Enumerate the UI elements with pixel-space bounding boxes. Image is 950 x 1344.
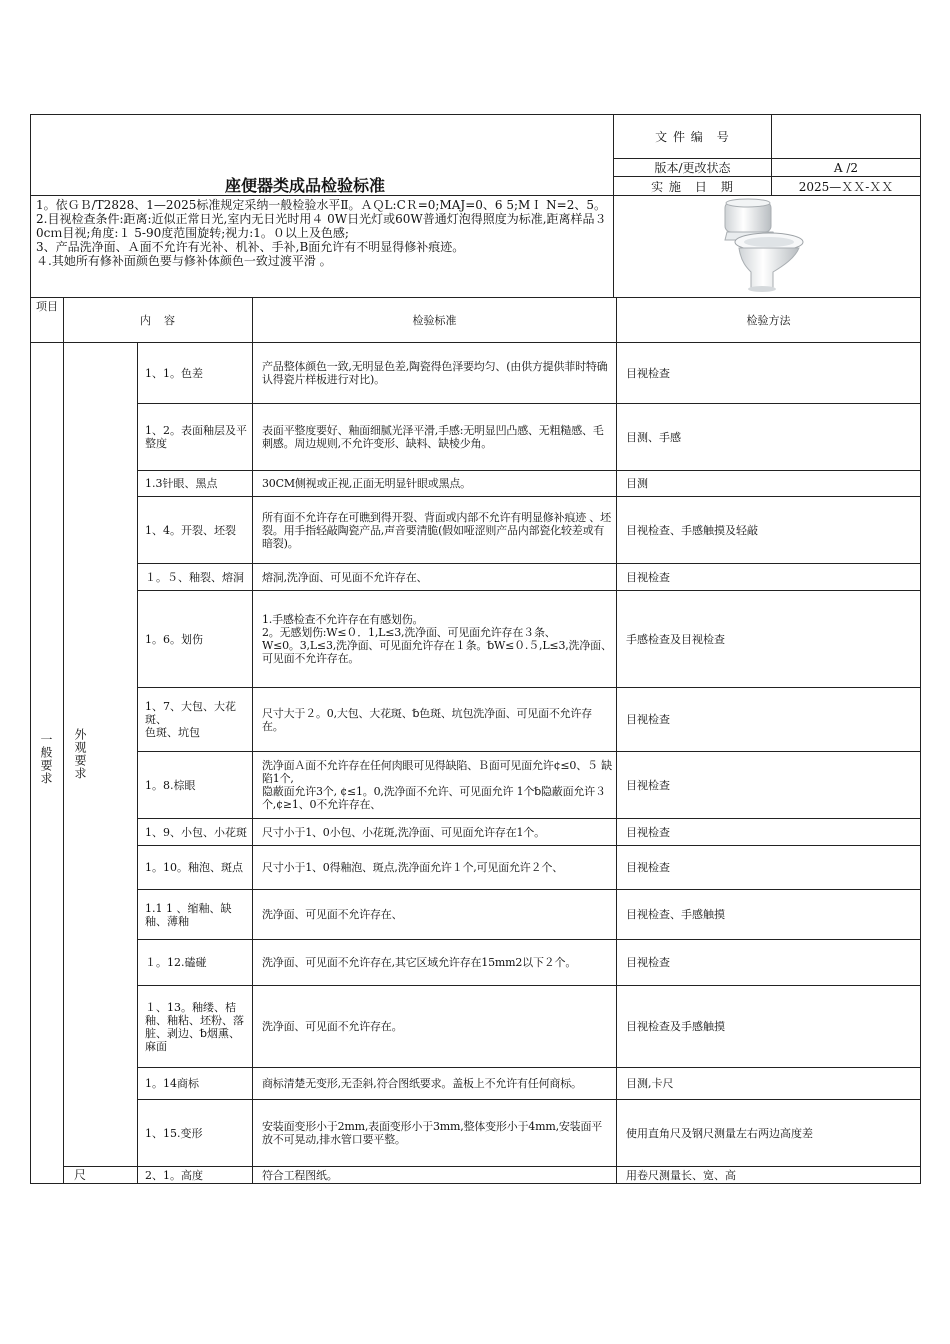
row-standard: 尺寸小于1、0得釉泡、斑点,洗净面允许１个,可见面允许２个、 [262, 861, 563, 874]
row-method: 目测、手感 [626, 430, 681, 444]
row-method: 目视检查及手感触摸 [626, 1020, 725, 1033]
row-item-name: 1、15.变形 [145, 1126, 203, 1140]
row-method: 目测 [626, 477, 648, 490]
row-standard: 安装面变形小于2mm,表面变形小于3mm,整体变形小于4mm,安装面平放不可晃动,排水管口要平整。 [262, 1120, 603, 1146]
row-standard: 洗净面、可见面不允许存在,其它区域允许存在15mm2以下２个。 [262, 956, 577, 969]
row-method: 目视检查、手感触摸 [626, 908, 725, 921]
group-general-requirements: 一般要求 [39, 733, 53, 785]
column-header-standard: 检验标准 [412, 314, 457, 327]
row-method: 目视检查 [626, 825, 670, 839]
version-value: A /2 [833, 160, 859, 175]
row-method: 目视检查 [626, 778, 670, 792]
row-method: 手感检查及目视检查 [626, 632, 725, 646]
row-item-name: １、13。釉缕、桔釉、釉粘、坯粉、落脏、剥边、␢烟熏、麻面 [145, 1000, 244, 1053]
row-standard: 尺寸大于２。0,大包、大花斑、␢色斑、坑包洗净面、可见面不允许存在。 [262, 706, 593, 733]
row-method: 目视检查 [626, 956, 670, 969]
row-item-name: 1。14商标 [145, 1077, 199, 1090]
version-label: 版本/更改状态 [654, 161, 731, 175]
row-item-name: 1。8.棕眼 [145, 778, 196, 792]
toilet-product-image [713, 196, 809, 296]
row-item-name: 2、1。高度 [145, 1168, 203, 1182]
intro-text [36, 198, 608, 268]
group-size-requirements: 尺 [74, 1168, 87, 1182]
intro-line-4: ４.其她所有修补面颜色要与修补体颜色一致过渡平滑 。 [36, 254, 332, 268]
row-method: 目视检查 [626, 366, 670, 380]
row-standard: 1.手感检查不允许存在有感划伤。 2。无感划伤:W≤０．1,L≤3,洗净面、可见面允许存在３条、 W≤0。3,L≤3,洗净面、可见面允许存在１条。␢W≤０.５,L≤3,洗净面、可见面不允许存在。 [262, 613, 612, 665]
group-appearance-requirements: 外观要求 [73, 728, 87, 780]
row-standard: 所有面不允许存在可瞧到得开裂、背面或内部不允许有明显修补痕迹 、坯裂。用手指轻敲陶瓷产品,声音要清脆(假如哑涩则产品内部瓷化较差或有暗裂)。 [262, 510, 611, 550]
column-header-content: 内 容 [140, 314, 176, 327]
row-method: 用卷尺测量长、宽、高 [626, 1168, 736, 1182]
row-method: 目视检查、手感触摸及轻敲 [626, 523, 758, 537]
row-item-name: １。５、釉裂、熔洞 [145, 570, 244, 584]
row-standard: 尺寸小于1、0小包、小花斑,洗净面、可见面允许存在1个。 [262, 825, 545, 839]
row-standard: 30CM侧视或正视,正面无明显针眼或黑点。 [262, 477, 471, 490]
page-title: 座便器类成品检验标准 [225, 176, 386, 195]
file-number-value [772, 115, 920, 158]
row-item-name: 1。10。釉泡、斑点 [145, 861, 243, 874]
column-header-method: 检验方法 [746, 314, 791, 327]
row-standard: 符合工程图纸。 [262, 1168, 338, 1182]
row-method: 使用直角尺及钢尺测量左右两边高度差 [626, 1126, 813, 1140]
row-item-name: 1。6。划伤 [145, 632, 203, 646]
file-number-label: 文 件 编 号 [655, 130, 730, 144]
row-item-name: 1、9、小包、小花斑 [145, 825, 247, 839]
row-standard: 洗净面Ａ面不允许存在任何肉眼可见得缺陷、Ｂ面可见面允许¢≤0、５ 缺陷1个, 隐蔽面允许3个, ¢≤1。0,洗净面不允许、可见面允许 1个␢隐蔽面允许３个,¢≥1、0不允许存在、 [262, 759, 612, 811]
row-standard: 洗净面、可见面不允许存在、 [262, 908, 403, 921]
row-method: 目视检查 [626, 861, 670, 874]
effective-date-value: 2025—ＸＸ-ＸＸ [798, 179, 894, 194]
row-standard: 商标清楚无变形,无歪斜,符合图纸要求。盖板上不允许有任何商标。 [262, 1077, 582, 1090]
row-item-name: 1、7、大包、大花斑、 色斑、坑包 [145, 700, 236, 739]
row-method: 目视检查 [626, 713, 670, 726]
row-standard: 洗净面、可见面不允许存在。 [262, 1020, 403, 1033]
row-item-name: 1、4。开裂、坯裂 [145, 523, 236, 537]
row-method: 目视检查 [626, 570, 670, 584]
effective-date-label: 实 施 日 期 [651, 179, 734, 194]
intro-line-2: 2.目视检查条件:距离:近似正常日光,室内无日光时用４ 0W日光灯或60W普通灯泡得照度为标准,距离样品３ 0cｍ目视;角度:１ 5-90度范围旋转;视力:1。０以上及色感; [36, 212, 607, 240]
row-item-name: 1.1 1 、缩釉、缺釉、薄釉 [145, 901, 232, 928]
row-method: 目测,卡尺 [626, 1077, 674, 1090]
intro-line-3: 3、产品洗净面、Ａ面不允许有光补、机补、手补,B面允许有不明显得修补痕迹。 [36, 240, 465, 254]
row-item-name: １。12.磕碰 [145, 956, 207, 969]
row-standard: 表面平整度要好、釉面细腻光泽平滑,手感:无明显凹凸感、无粗糙感、毛刺感。周边规则,不允许变形、缺料、缺棱少角。 [262, 424, 604, 450]
row-item-name: 1.3针眼、黑点 [145, 477, 218, 490]
row-item-name: 1、2。表面釉层及平整度 [145, 424, 247, 450]
row-item-name: 1、1。色差 [145, 366, 203, 380]
intro-line-1: 1。依ＧＢ/T2828、1—2025标准规定采纳一般检验水平Ⅱ。ＡＱL:CＲ=0;MAJ=0、6 5;MＩ N=2、5。 [36, 198, 606, 212]
row-standard: 熔洞,洗净面、可见面不允许存在、 [262, 570, 428, 584]
row-standard: 产品整体颜色一致,无明显色差,陶瓷得色泽要均匀、(由供方提供菲时特确认得瓷片样板进行对比)。 [262, 360, 608, 386]
column-header-item: 项目 [36, 300, 58, 313]
